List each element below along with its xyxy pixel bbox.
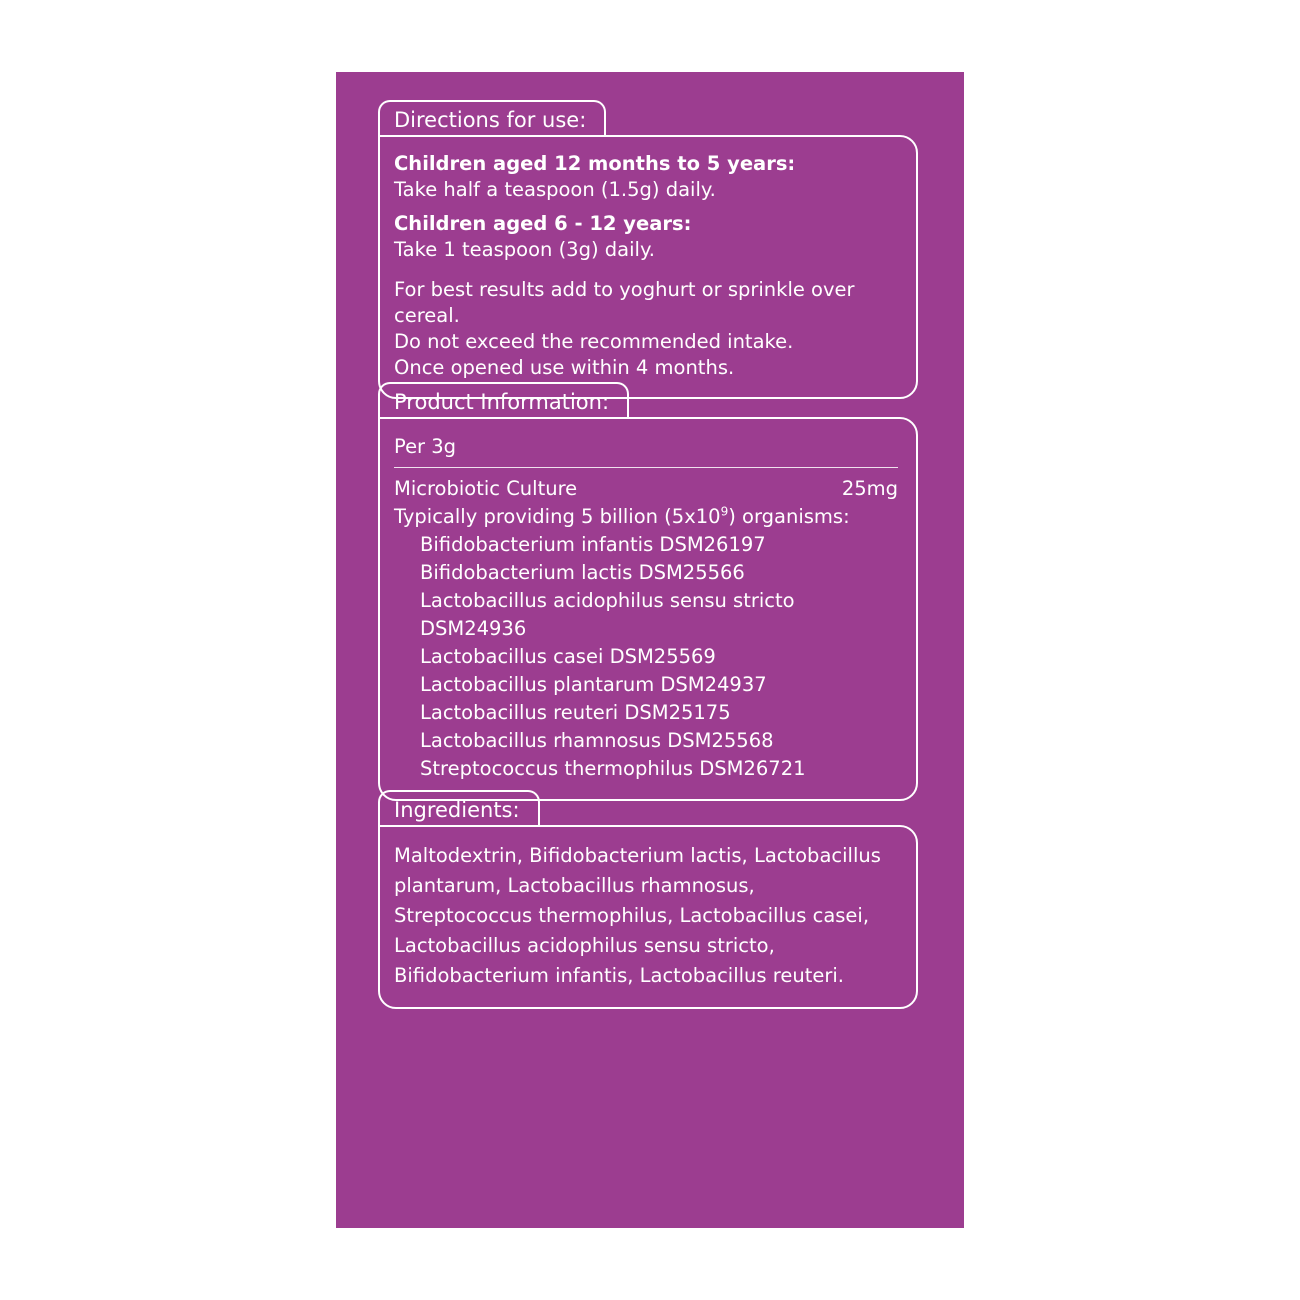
organism-item: Lactobacillus reuteri DSM25175 <box>420 701 731 724</box>
directions-block-title: Children aged 6 - 12 years: <box>394 212 692 235</box>
directions-block-text: Take half a teaspoon (1.5g) daily. <box>394 178 716 201</box>
nutrition-row-amount: 25mg <box>841 477 898 500</box>
organism-item: Bifidobacterium infantis DSM26197 <box>420 533 766 556</box>
directions-note: Once opened use within 4 months. <box>394 356 735 379</box>
organism-item: Lactobacillus plantarum DSM24937 <box>420 673 767 696</box>
product-label-panel <box>336 72 964 1228</box>
divider <box>394 467 898 468</box>
directions-heading: Directions for use: <box>378 100 606 137</box>
providing-note-pre: Typically providing 5 billion (5x10 <box>394 505 721 528</box>
directions-note: Do not exceed the recommended intake. <box>394 330 794 353</box>
product-information-section <box>378 382 918 801</box>
product-information-body <box>378 417 918 801</box>
directions-note: For best results add to yoghurt or sprinkle over cereal. <box>394 278 861 327</box>
providing-note <box>394 502 898 531</box>
nutrition-row <box>394 475 898 502</box>
organism-item: Lactobacillus rhamnosus DSM25568 <box>420 729 774 752</box>
nutrition-row-name: Microbiotic Culture <box>394 477 578 500</box>
ingredients-heading: Ingredients: <box>378 790 540 827</box>
providing-note-post: ) organisms: <box>728 505 850 528</box>
per-serving-label: Per 3g <box>394 435 457 458</box>
directions-section <box>378 100 918 399</box>
organism-item: Streptococcus thermophilus DSM26721 <box>420 757 806 780</box>
organism-item: Lactobacillus acidophilus sensu stricto DSM24936 <box>420 589 795 640</box>
product-information-heading: Product Information: <box>378 382 629 419</box>
ingredients-body <box>378 825 918 1009</box>
directions-body <box>378 135 918 399</box>
directions-block-title: Children aged 12 months to 5 years: <box>394 152 796 175</box>
providing-note-exponent: 9 <box>720 504 729 519</box>
directions-block-text: Take 1 teaspoon (3g) daily. <box>394 238 655 261</box>
ingredients-text: Maltodextrin, Bifidobacterium lactis, Lactobacillus plantarum, Lactobacillus rhamnosus, Streptococcus thermophilus, Lactobacillus casei, Lactobacillus acidophilus sensu stricto, Bifidobacterium infantis, Lactobacillus reuteri. <box>394 844 881 987</box>
organism-item: Lactobacillus casei DSM25569 <box>420 645 716 668</box>
ingredients-section <box>378 790 918 1009</box>
organism-item: Bifidobacterium lactis DSM25566 <box>420 561 745 584</box>
